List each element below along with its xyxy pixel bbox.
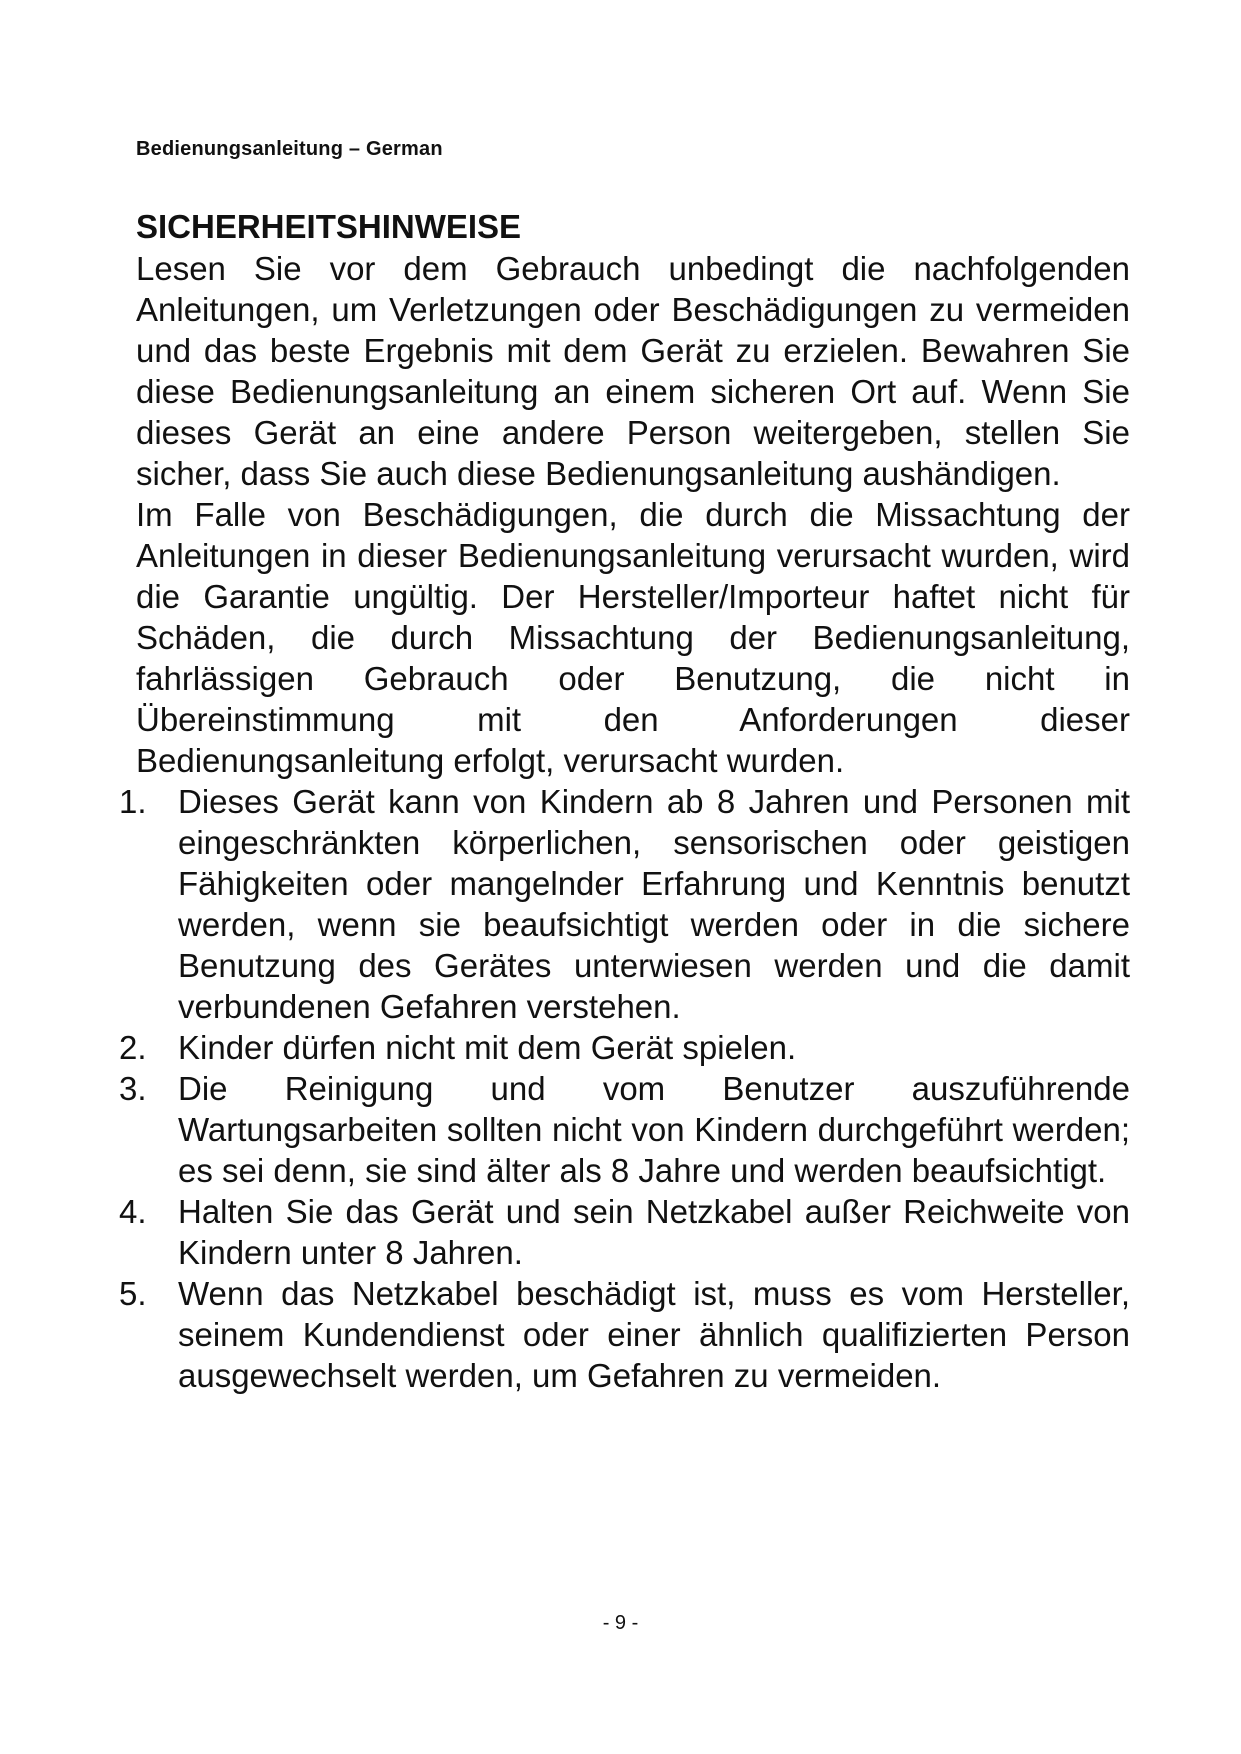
list-item xyxy=(119,1191,1130,1273)
intro-paragraph: Lesen Sie vor dem Gebrauch unbedingt die nachfolgenden Anleitungen, um Verletzungen oder Beschädigungen zu vermeiden und das beste Ergebnis mit dem Gerät zu erzielen. Bewahren Sie diese Bedienungsanleitung an einem sicheren Ort auf. Wenn Sie dieses Gerät an eine andere Person weitergeben, stellen Sie sicher, dass Sie auch diese Bedienungsanleitung aushändigen. xyxy=(136,250,1130,492)
list-item xyxy=(119,1273,1130,1396)
list-item-number: 5. xyxy=(119,1275,147,1312)
section-title: SICHERHEITSHINWEISE xyxy=(136,208,522,245)
list-item-number: 2. xyxy=(119,1029,147,1066)
list-item xyxy=(119,781,1130,1027)
list-item-text: Wenn das Netzkabel beschädigt ist, muss es vom Hersteller, seinem Kundendienst oder einer ähnlich qualifizierten Person ausgewechselt werden, um Gefahren zu vermeiden. xyxy=(178,1275,1130,1394)
safety-instructions-list xyxy=(119,781,1130,1396)
list-item-text: Dieses Gerät kann von Kindern ab 8 Jahren und Personen mit eingeschränkten körperlichen, sensorischen oder geistigen Fähigkeiten oder mangelnder Erfahrung und Kenntnis benutzt werden, wenn sie beaufsichtigt werden oder in die sichere Benutzung des Gerätes unterwiesen werden und die damit verbundenen Gefahren verstehen. xyxy=(178,783,1130,1025)
list-item-text: Die Reinigung und vom Benutzer auszuführende Wartungsarbeiten sollten nicht von Kindern durchgeführt werden; es sei denn, sie sind älter als 8 Jahre und werden beaufsichtigt. xyxy=(178,1070,1130,1189)
document-language-label: Bedienungsanleitung – German xyxy=(136,138,443,160)
list-item-number: 4. xyxy=(119,1193,147,1230)
list-item xyxy=(119,1068,1130,1191)
page-content xyxy=(119,206,1130,1396)
list-item-number: 1. xyxy=(119,783,147,820)
list-item xyxy=(119,1027,1130,1068)
warranty-paragraph: Im Falle von Beschädigungen, die durch die Missachtung der Anleitungen in dieser Bedienungsanleitung verursacht wurden, wird die Garantie ungültig. Der Hersteller/Importeur haftet nicht für Schäden, die durch Missachtung der Bedienungsanleitung, fahrlässigen Gebrauch oder Benutzung, die nicht in Übereinstimmung mit den Anforderungen dieser Bedienungsanleitung erfolgt, verursacht wurden. xyxy=(136,496,1130,779)
list-item-text: Halten Sie das Gerät und sein Netzkabel außer Reichweite von Kindern unter 8 Jahren. xyxy=(178,1193,1130,1271)
page-number: - 9 - xyxy=(602,1612,639,1634)
list-item-number: 3. xyxy=(119,1070,147,1107)
list-item-text: Kinder dürfen nicht mit dem Gerät spielen. xyxy=(178,1029,797,1066)
